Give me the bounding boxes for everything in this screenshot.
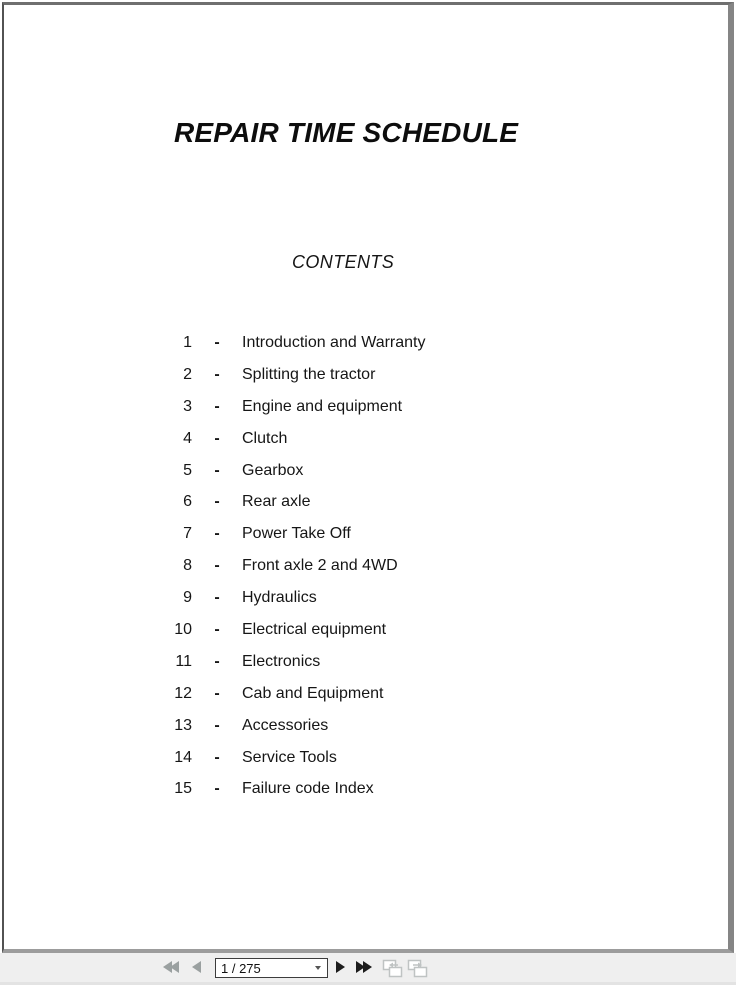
toc-row [162,710,582,742]
toc-separator: - [214,589,220,607]
toc-row [162,742,582,774]
toc-separator: - [214,557,220,575]
toc-separator: - [214,461,220,479]
next-view-icon [407,959,429,979]
toc-label: Service Tools [242,748,337,766]
toc-number: 4 [183,429,192,447]
toc-label: Accessories [242,716,329,734]
toc-row [162,614,582,646]
toc-label: Cab and Equipment [242,684,384,702]
pdf-page [2,2,734,953]
last-page-button[interactable] [356,961,372,973]
toc-label: Engine and equipment [242,397,403,415]
toc-number: 6 [183,493,192,511]
first-page-button[interactable] [163,961,179,973]
toc-label: Power Take Off [242,525,351,543]
previous-page-button[interactable] [192,961,201,973]
last-page-icon [363,961,372,973]
toc-number: 9 [183,589,192,607]
toc-row [162,582,582,614]
toc-label: Gearbox [242,461,304,479]
toc-separator: - [214,525,220,543]
toc-row [162,327,582,359]
toc-number: 15 [174,780,192,798]
toc-row [162,550,582,582]
toc-row [162,423,582,455]
toc-label: Front axle 2 and 4WD [242,557,398,575]
toc-label: Electronics [242,652,321,670]
toc-separator: - [214,684,220,702]
toc-separator: - [214,652,220,670]
toc-label: Clutch [242,429,288,447]
toc-row [162,486,582,518]
toc-number: 7 [183,525,192,543]
toc-label: Electrical equipment [242,620,387,638]
toc-row [162,359,582,391]
toc-number: 5 [183,461,192,479]
toc-separator: - [214,780,220,798]
toc-separator: - [214,620,220,638]
toc-row [162,518,582,550]
toc-separator: - [214,429,220,447]
toc-number: 14 [174,748,192,766]
toc-label: Failure code Index [242,780,374,798]
toc-number: 12 [174,684,192,702]
next-page-icon [336,961,345,973]
toc-separator: - [214,716,220,734]
toc-number: 2 [183,365,192,383]
toc-row [162,773,582,805]
toc-label: Splitting the tractor [242,365,376,383]
toc-separator: - [214,748,220,766]
prev-page-icon [192,961,201,973]
toc-number: 8 [183,557,192,575]
toc-separator: - [214,365,220,383]
toc-number: 11 [175,652,192,670]
toc-row [162,646,582,678]
contents-heading: CONTENTS [292,252,395,272]
next-view-button[interactable] [407,959,429,979]
contents-list [162,327,582,805]
first-page-icon [170,961,179,973]
toc-number: 13 [174,716,192,734]
previous-view-icon [382,959,404,979]
toc-row [162,391,582,423]
toc-number: 10 [174,620,192,638]
toc-row [162,455,582,487]
next-page-button[interactable] [336,961,345,973]
toc-separator: - [214,333,220,351]
toc-row [162,678,582,710]
toc-number: 3 [183,397,192,415]
toc-label: Hydraulics [242,589,317,607]
page-title: REPAIR TIME SCHEDULE [174,117,519,148]
toc-label: Rear axle [242,493,311,511]
toc-separator: - [214,493,220,511]
previous-view-button[interactable] [382,959,404,979]
toc-separator: - [214,397,220,415]
pdf-navigation-toolbar [0,953,736,985]
page-number-combobox[interactable] [215,958,328,978]
toc-label: Introduction and Warranty [242,333,426,351]
toc-number: 1 [183,333,192,351]
